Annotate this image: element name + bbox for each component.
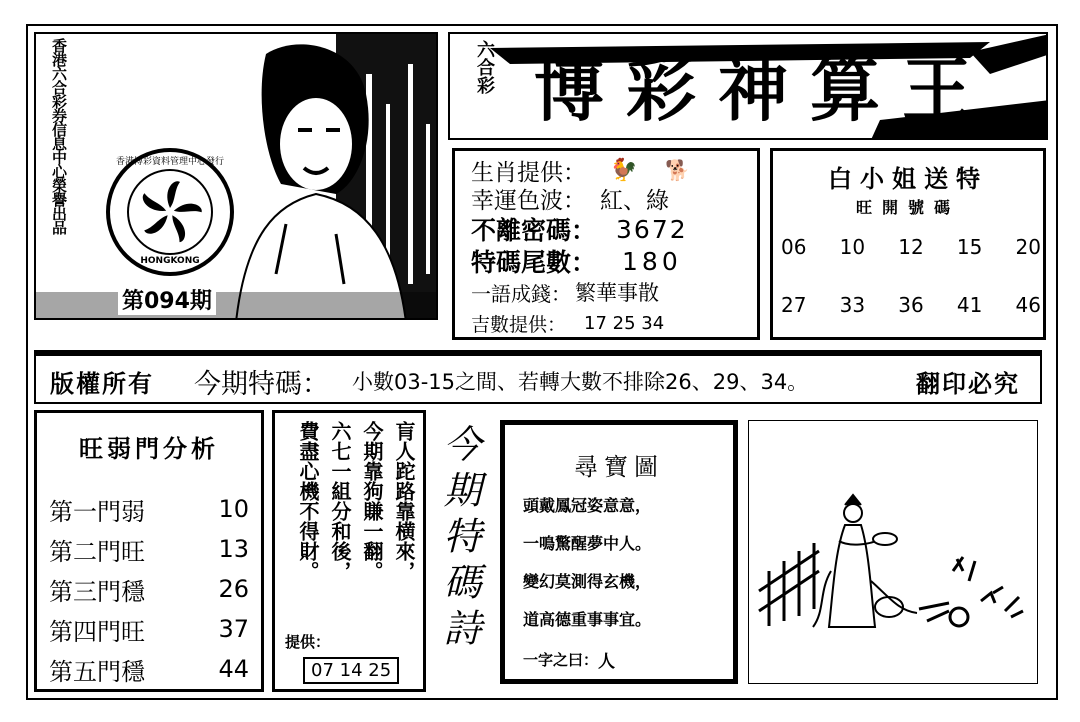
info-panel — [452, 148, 760, 340]
number-cell: 36 — [898, 293, 924, 317]
treasure-line: 頭戴鳳冠姿意意， — [523, 496, 652, 515]
poem-lines — [295, 421, 417, 581]
treasure-title: 尋寶圖 — [574, 453, 664, 481]
list-item: 第二門旺 13 — [49, 535, 249, 566]
emblem-ring-text: 香港博彩資料管理中心發行 — [115, 157, 224, 167]
secret-value: 3672 — [616, 214, 688, 244]
secret-label: 不離密碼： — [471, 216, 597, 245]
side-title: 今期特碼詩 — [437, 424, 481, 654]
illustration-panel — [748, 420, 1038, 684]
miss-bai-subtitle: 旺開號碼 — [855, 198, 960, 217]
number-cell: 27 — [781, 293, 807, 317]
lucky-label: 吉數提供： — [471, 313, 567, 336]
doors-title: 旺弱門分析 — [79, 434, 219, 463]
lucky-value: 17 25 34 — [584, 312, 665, 334]
list-item: 第五門穩 44 — [49, 655, 249, 686]
number-cell: 10 — [839, 235, 866, 259]
list-item: 第四門旺 37 — [49, 615, 249, 646]
color-label: 幸運色波： — [471, 187, 586, 214]
poem-line: 今期靠狗賺一翻。 — [360, 421, 384, 581]
color-value: 紅、綠 — [600, 187, 669, 214]
copyright-left: 版權所有 — [50, 370, 154, 398]
number-cell: 41 — [956, 293, 983, 317]
doors-list — [49, 489, 249, 689]
saying-value: 繁華事散 — [575, 281, 659, 305]
miss-bai-row-2 — [781, 293, 1041, 317]
special-code-banner — [34, 350, 1042, 404]
poem-line: 費盡心機不得財。 — [296, 421, 320, 581]
special-code-label: 今期特碼： — [194, 369, 329, 400]
issue-number: 第094期 — [118, 284, 216, 315]
number-cell: 12 — [898, 235, 924, 259]
number-cell: 20 — [1015, 235, 1041, 259]
zodiac-label: 生肖提供： — [471, 159, 586, 186]
title-panel — [448, 32, 1048, 140]
miss-bai-panel — [770, 148, 1046, 340]
poem-line: 六七一組分和後， — [328, 421, 352, 581]
treasure-word-label: 一字之曰： — [523, 651, 599, 669]
list-item: 第一門弱 10 — [49, 495, 249, 526]
number-cell: 06 — [781, 235, 807, 259]
title-small-vertical: 六合彩 — [474, 40, 495, 94]
number-cell: 33 — [839, 293, 866, 317]
special-code-text: 小數03-15之間、若轉大數不排除26、29、34。 — [352, 370, 809, 394]
tail-label: 特碼尾數： — [471, 248, 597, 277]
treasure-line: 道高德重事事宜。 — [523, 610, 652, 629]
poem-provide-value: 07 14 25 — [303, 657, 399, 684]
number-cell: 15 — [956, 235, 983, 259]
poem-panel — [272, 410, 426, 692]
list-item: 第三門穩 26 — [49, 575, 249, 606]
woman-photo — [36, 34, 438, 320]
treasure-lines — [523, 493, 651, 645]
treasure-panel — [500, 420, 738, 684]
treasure-word-value: 人 — [598, 652, 616, 672]
photo-panel — [34, 32, 438, 320]
miss-bai-title: 白小姐送特 — [828, 164, 988, 193]
poem-provide-label: 提供： — [285, 633, 331, 651]
poem-line: 肓人跎路靠横來， — [392, 421, 416, 581]
page-title: 博彩神算王 — [534, 48, 994, 131]
copyright-right: 翻印必究 — [916, 370, 1020, 398]
lady-illustration — [749, 421, 1037, 683]
emblem-bottom-text: HONGKONG — [140, 256, 200, 266]
tail-value: 180 — [622, 246, 682, 276]
miss-bai-row-1 — [781, 235, 1041, 259]
number-cell: 46 — [1015, 293, 1041, 317]
vertical-org-name: 香港六合彩券信息中心榮譽出品 — [50, 38, 68, 234]
treasure-line: 變幻莫測得玄機， — [523, 572, 652, 591]
dog-icon: 🐕 — [665, 158, 691, 182]
treasure-line: 一鳴驚醒夢中人。 — [523, 534, 652, 553]
doors-panel — [34, 410, 264, 692]
saying-label: 一語成錢： — [471, 281, 571, 306]
rooster-icon: 🐓 — [610, 157, 638, 183]
